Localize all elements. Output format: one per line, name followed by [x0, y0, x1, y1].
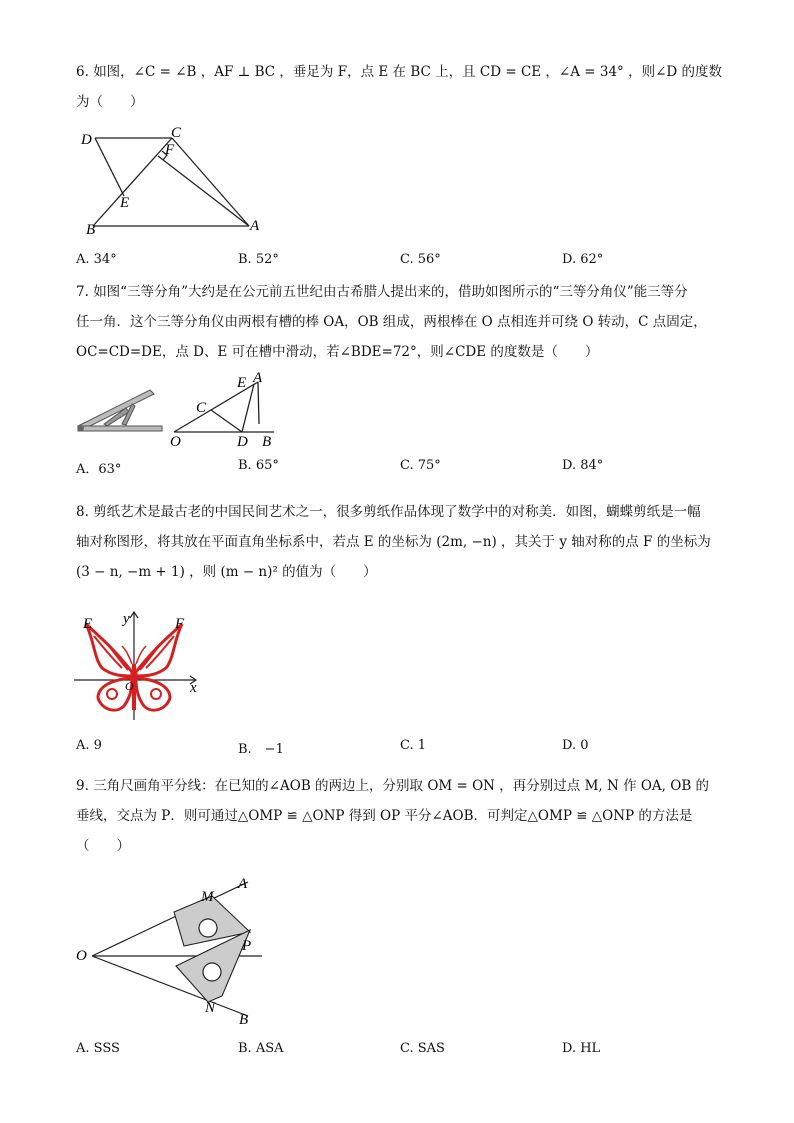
q9-options [76, 1041, 724, 1063]
q7-text-1: 如图“三等分角”大约是在公元前五世纪由古希腊人提出来的，借助如图所示的“三等分角仪”能三等分 [93, 284, 688, 300]
q7-label-E: E [237, 375, 247, 391]
q7-label-C: C [196, 400, 207, 416]
q8-label-F: F [175, 616, 185, 632]
question-7 [76, 277, 724, 367]
q9-figure [72, 872, 272, 1028]
q6-number: 6. [76, 64, 89, 80]
q9-number: 9. [76, 778, 89, 794]
q6-options [76, 252, 724, 274]
q8-option-c[interactable]: C. 1 [400, 738, 427, 753]
q6-text-1: 如图，∠C = ∠B ，AF ⊥ BC ，垂足为 F，点 E 在 BC 上，且 CD = CE ，∠A = 34° ，则∠D 的度数 [93, 64, 723, 80]
q6-option-c[interactable]: C. 56° [400, 252, 441, 267]
q7-line-3: OC=CD=DE，点 D、E 可在槽中滑动，若∠BDE=72°，则∠CDE 的度数是（ ） [76, 344, 599, 360]
q6-option-d[interactable]: D. 62° [562, 252, 604, 267]
q7-option-b[interactable]: B. 65° [238, 458, 279, 473]
q8-label-x: x [190, 680, 197, 696]
q7-instrument-photo [76, 384, 166, 438]
q6-option-a[interactable]: A. 34° [76, 252, 117, 267]
q6-label-B: B [86, 222, 96, 238]
question-9 [76, 771, 724, 861]
q9-label-A: A [238, 876, 248, 892]
q8-number: 8. [76, 504, 89, 520]
q8-line-2: 轴对称图形，将其放在平面直角坐标系中，若点 E 的坐标为 (2m, −n) ，其关于 y 轴对称的点 F 的坐标为 [76, 534, 711, 550]
q9-line-3: （ ） [76, 838, 130, 854]
q6-option-b[interactable]: B. 52° [238, 252, 279, 267]
q6-label-A: A [250, 218, 260, 234]
q9-label-O: O [76, 948, 87, 964]
q9-label-B: B [239, 1012, 249, 1028]
q6-label-C: C [171, 125, 182, 141]
q7-figure [166, 368, 286, 450]
q6-line-1 [76, 57, 724, 87]
q6-label-D: D [81, 132, 92, 148]
q9-option-c[interactable]: C. SAS [400, 1041, 445, 1056]
q7-label-O: O [170, 434, 181, 450]
q8-label-y: y [123, 611, 130, 627]
q7-option-d[interactable]: D. 84° [562, 458, 604, 473]
q9-option-d[interactable]: D. HL [562, 1041, 601, 1056]
q8-option-b[interactable]: B. −1 [238, 742, 284, 757]
q8-option-d[interactable]: D. 0 [562, 738, 589, 753]
q8-text-1: 剪纸艺术是最古老的中国民间艺术之一，很多剪纸作品体现了数学中的对称美．如图，蝴蝶剪纸是一幅 [93, 504, 701, 520]
q9-line-1 [76, 771, 724, 801]
question-8 [76, 497, 724, 587]
q9-option-b[interactable]: B. ASA [238, 1041, 284, 1056]
q9-label-P: P [242, 938, 252, 954]
q7-options [76, 458, 724, 480]
question-6 [76, 57, 724, 117]
q8-line-1 [76, 497, 724, 527]
q7-label-B: B [262, 434, 272, 450]
q6-label-E: E [120, 195, 130, 211]
q7-label-D: D [237, 434, 248, 450]
q9-label-M: M [201, 889, 214, 905]
q6-figure [76, 122, 276, 242]
q7-option-c[interactable]: C. 75° [400, 458, 441, 473]
q8-label-E: E [83, 616, 93, 632]
q6-label-F: F [165, 142, 175, 158]
q8-line-3: (3 − n, −m + 1) ，则 (m − n)² 的值为（ ） [76, 564, 377, 580]
q9-line-2: 垂线，交点为 P．则可通过△OMP ≌ △ONP 得到 OP 平分∠AOB．可判定△OMP ≌ △ONP 的方法是 [76, 808, 693, 824]
q7-number: 7. [76, 284, 89, 300]
q7-label-A: A [253, 370, 263, 386]
q9-text-1: 三角尺画角平分线：在已知的∠AOB 的两边上，分别取 OM = ON ，再分别过点 M, N 作 OA, OB 的 [93, 778, 710, 794]
q7-line-1 [76, 277, 724, 307]
q9-label-N: N [205, 1000, 216, 1016]
q7-line-2: 任一角．这个三等分角仪由两根有槽的棒 OA，OB 组成，两根棒在 O 点相连并可绕 O 转动，C 点固定， [76, 314, 707, 330]
q8-label-O: O [125, 679, 134, 693]
q6-line-2: 为（ ） [76, 94, 144, 110]
q8-options [76, 738, 724, 760]
q8-butterfly-figure [72, 606, 212, 724]
q8-option-a[interactable]: A. 9 [76, 738, 102, 753]
q9-option-a[interactable]: A. SSS [76, 1041, 120, 1056]
q7-option-a[interactable]: A．63° [76, 462, 122, 477]
